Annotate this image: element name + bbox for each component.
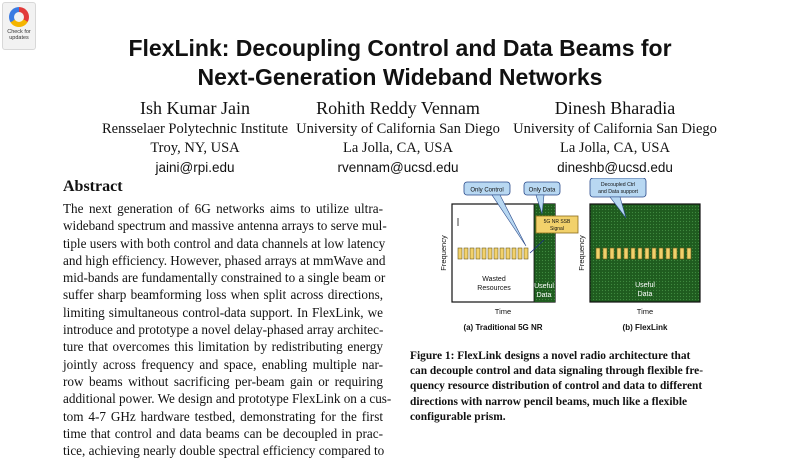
callout-decoupled-line-2: and Data support bbox=[598, 189, 638, 195]
wasted-label-1: Wasted bbox=[482, 276, 506, 283]
author-affiliation: University of California San Diego bbox=[513, 121, 717, 137]
author-block-2 bbox=[278, 97, 518, 177]
author-name: Ish Kumar Jain bbox=[140, 98, 250, 118]
ssb-label-line-2: Signal bbox=[550, 226, 564, 232]
author-name: Dinesh Bharadia bbox=[554, 98, 676, 118]
abstract-line: and high efficiency. However, phased arrays at mmWave and bbox=[63, 252, 386, 268]
panel-a bbox=[439, 182, 578, 332]
panel-b bbox=[577, 178, 700, 332]
abstract-line: ture that overcomes this limitation by redistributing energy bbox=[63, 339, 383, 355]
caption-line: quency resource distribution of control and data to different bbox=[410, 380, 703, 393]
paper-title bbox=[60, 34, 740, 92]
axis-time-a: Time bbox=[494, 307, 512, 316]
caption-line: configurable prism. bbox=[410, 410, 506, 423]
abstract-line: The next generation of 6G networks aims to utilize ultra- bbox=[63, 201, 383, 216]
abstract-line: time that control and data beams can be decoupled in prac- bbox=[63, 425, 383, 441]
callout-only-data-text: Only Data bbox=[528, 187, 556, 194]
abstract-line: limiting simultaneous control-data support. In FlexLink, we bbox=[63, 304, 383, 320]
axis-time-b: Time bbox=[636, 307, 654, 316]
caption-line: Figure 1: FlexLink designs a novel radio architecture that bbox=[410, 350, 691, 362]
abstract-line: tom 4-7 GHz hardware testbed, demonstrating for the first bbox=[63, 408, 383, 424]
author-location: La Jolla, CA, USA bbox=[560, 140, 670, 156]
subcaption-a: (a) Traditional 5G NR bbox=[463, 323, 543, 332]
figure-1-diagram bbox=[430, 178, 730, 338]
abstract-line: tice, achieving nearly double spectral efficiency compared to bbox=[63, 443, 385, 459]
check-for-updates-badge[interactable] bbox=[2, 2, 36, 50]
abstract-line: jointly across frequency and space, enabling multiple nar- bbox=[63, 356, 383, 372]
figure-1 bbox=[430, 178, 730, 338]
abstract-line: wideband spectrum and massive antenna arrays to serve mul- bbox=[63, 218, 387, 234]
abstract-body bbox=[63, 200, 392, 459]
title-line-2: Next-Generation Wideband Networks bbox=[197, 64, 603, 90]
callout-decoupled-line-1: Decoupled Ctrl bbox=[600, 182, 636, 188]
badge-line-2: updates bbox=[9, 35, 29, 41]
author-block-3 bbox=[495, 97, 735, 177]
title-line-1: FlexLink: Decoupling Control and Data Beams for bbox=[128, 35, 672, 61]
badge-line-1: Check for bbox=[7, 29, 31, 35]
ssb-label-line-1: 5G NR SSB bbox=[543, 219, 571, 225]
author-email[interactable]: jaini@rpi.edu bbox=[155, 160, 235, 175]
abstract-line: tiple users with both control and data channels at low latency bbox=[63, 235, 386, 251]
abstract-line: mid-bands are fundamentally constrained to a single beam or bbox=[63, 270, 386, 286]
update-ring-icon bbox=[9, 7, 29, 27]
figure-1-caption bbox=[410, 349, 740, 425]
axis-frequency-b: Frequency bbox=[577, 235, 586, 271]
abstract-line: additional power. We design and prototype FlexLink on a cus- bbox=[63, 391, 392, 407]
abstract-line: suffer sharp beamforming loss when split across directions, bbox=[63, 287, 383, 303]
useful-label-b-2: Data bbox=[637, 291, 653, 298]
caption-line: can decouple control and data signaling through flexible fre- bbox=[410, 365, 704, 378]
abstract-line: introduce and prototype a novel delay-phased array architec- bbox=[63, 322, 384, 338]
useful-label-a-2: Data bbox=[536, 292, 552, 299]
abstract-heading: Abstract bbox=[63, 178, 123, 195]
axis-frequency-a: Frequency bbox=[439, 235, 448, 271]
callout-only-control-text: Only Control bbox=[470, 187, 504, 194]
author-email[interactable]: dineshb@ucsd.edu bbox=[557, 160, 673, 175]
abstract-line: row beams without sacrificing per-beam gain or requiring bbox=[63, 373, 383, 389]
caption-line: directions with narrow pencil beams, much like a flexible bbox=[410, 395, 688, 408]
wasted-label-2: Resources bbox=[477, 285, 511, 292]
author-name: Rohith Reddy Vennam bbox=[316, 98, 480, 118]
author-location: Troy, NY, USA bbox=[150, 140, 240, 156]
useful-label-a-1: Useful bbox=[534, 283, 554, 290]
author-affiliation: Rensselaer Polytechnic Institute bbox=[101, 121, 289, 137]
author-email[interactable]: rvennam@ucsd.edu bbox=[337, 160, 459, 175]
author-affiliation: University of California San Diego bbox=[296, 121, 500, 137]
subcaption-b: (b) FlexLink bbox=[622, 323, 668, 332]
useful-label-b-1: Useful bbox=[635, 282, 655, 289]
author-location: La Jolla, CA, USA bbox=[343, 140, 453, 156]
